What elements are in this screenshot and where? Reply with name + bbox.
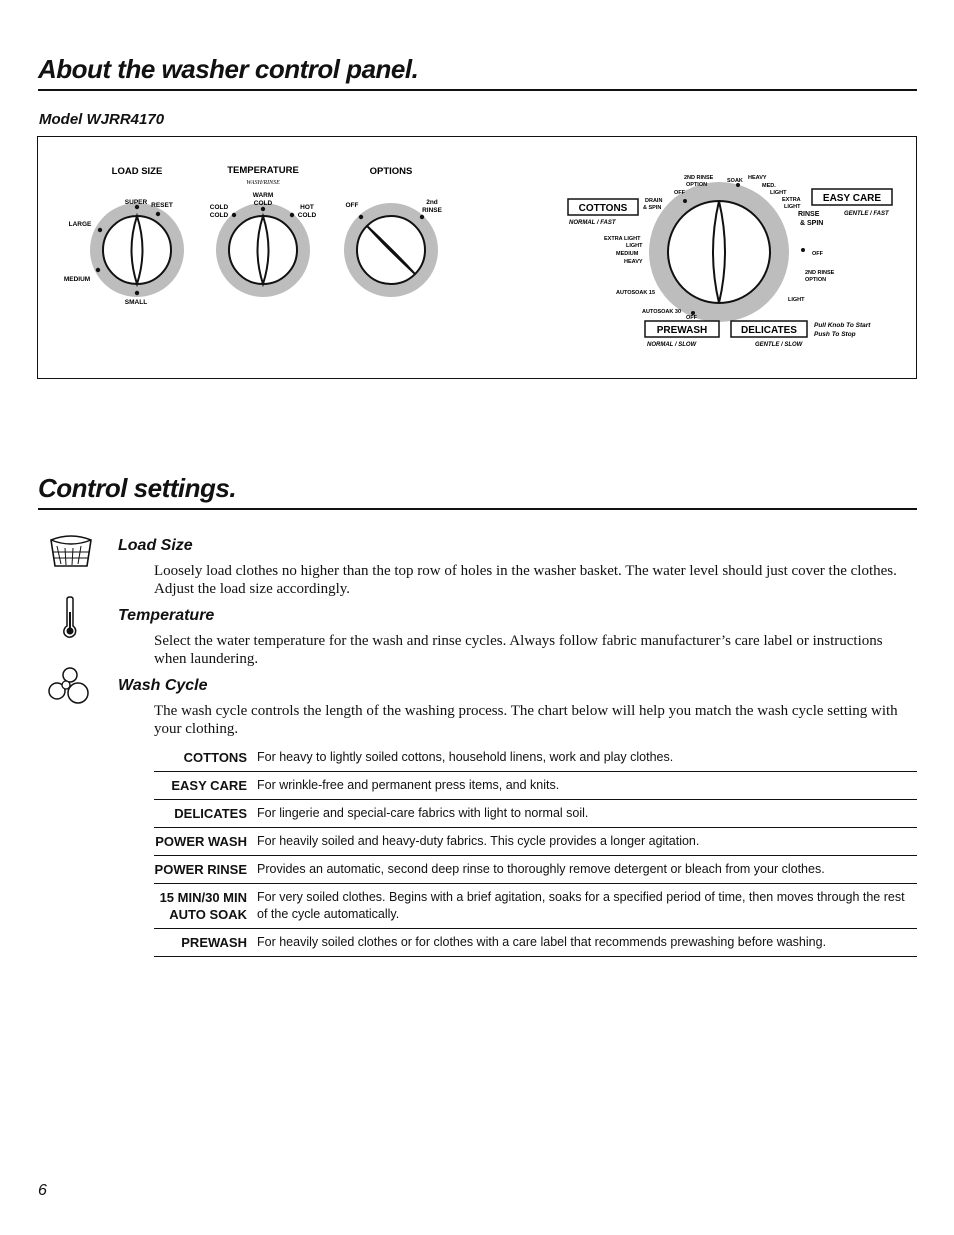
temperature-subtitle: WASH/RINSE [246,180,280,186]
cycle-knob [649,182,805,322]
load-size-heading: Load Size [118,537,193,554]
med-label: MED. [762,183,776,189]
table-row [154,744,917,772]
options-2nd: 2nd [426,199,438,206]
temp-hot-cold: COLD [297,212,317,219]
temp-cold-cold: COLD [209,212,229,219]
control-panel-svg [38,137,916,378]
cycle-easy-care: EASY CARE [822,193,882,204]
options-title: OPTIONS [369,166,413,177]
cycle-cottons: COTTONS [578,203,628,214]
rinse-option-label-2: OPTION [686,182,708,188]
cycle-name: POWER RINSE [154,856,257,884]
cycle-prewash: PREWASH [656,325,708,336]
page-number: 6 [38,1182,47,1199]
load-size-title: LOAD SIZE [111,166,163,177]
temperature-text: Select the water temperature for the wash and rinse cycles. Always follow fabric manufacturer’s care label or instructions when laundering. [154,633,883,667]
cycle-description: For lingerie and special-care fabrics with light to normal soil. [257,800,917,828]
temp-hot: HOT [300,204,314,211]
cycle-description: For heavily soiled and heavy-duty fabrics. This cycle provides a longer agitation. [257,828,917,856]
load-size-small: SMALL [124,299,148,306]
cycle-description: For wrinkle-free and permanent press items, and knits. [257,772,917,800]
autosoak15-label: AUTOSOAK 15 [616,290,656,296]
extra-light-top-label: LIGHT [784,204,801,210]
cycle-cottons-sub: NORMAL / FAST [569,220,616,226]
cycle-name: DELICATES [154,800,257,828]
drain-label: DRAIN [645,198,663,204]
rinse-spin-label-2: & SPIN [800,220,824,227]
light-top-label: LIGHT [770,190,787,196]
light-left-label: LIGHT [626,243,643,249]
cycle-name: 15 MIN/30 MIN AUTO SOAK [154,884,257,929]
settings-title: Control settings. [38,473,237,503]
off-bottom-label: OFF [686,315,697,321]
cycle-name: COTTONS [154,744,257,772]
wash-cycle-heading: Wash Cycle [118,677,208,694]
table-row [154,828,917,856]
options-rinse: RINSE [422,207,442,214]
temp-warm-cold: COLD [253,200,273,207]
table-row [154,884,917,929]
off-top-label: OFF [674,190,685,196]
load-size-large: LARGE [68,221,92,228]
autosoak30-label: AUTOSOAK 30 [642,309,682,315]
cycle-easy-care-sub: GENTLE / FAST [844,211,889,217]
extra-light-left-label: EXTRA LIGHT [604,236,641,242]
cycle-name: POWER WASH [154,828,257,856]
extra-label: EXTRA [782,197,801,203]
model-label: Model WJRR4170 [39,111,165,128]
title-rule [38,89,917,91]
heavy-top-label: HEAVY [748,175,767,181]
cycle-description: For heavily soiled clothes or for clothes with a care label that recommends prewashing before washing. [257,929,917,957]
medium-left-label: MEDIUM [616,251,639,257]
rinse-option-label: 2ND RINSE [684,175,714,181]
table-row [154,772,917,800]
temperature-heading: Temperature [118,607,215,624]
wash-cycle-text: The wash cycle controls the length of the washing process. The chart below will help you match the wash cycle setting with your clothing. [154,703,898,737]
cycle-description: For very soiled clothes. Begins with a brief agitation, soaks for a specified period of time, then moves through the rest of the cycle automatically. [257,884,917,929]
rinse2-label-2: OPTION [805,277,827,283]
settings-rule [38,508,917,510]
table-row [154,800,917,828]
rinse2-label: 2ND RINSE [805,270,835,276]
load-size-super: SUPER [124,199,148,206]
load-size-medium: MEDIUM [63,276,91,283]
cycle-delicates-sub: GENTLE / SLOW [755,342,803,348]
page-title: About the washer control panel. [38,54,419,84]
pull-knob-note: Pull Knob To Start [814,322,871,329]
cycle-name: EASY CARE [154,772,257,800]
bubbles-icon [46,666,92,706]
off-right-label: OFF [812,251,823,257]
rinse-spin-label: RINSE [798,211,820,218]
cycle-delicates: DELICATES [741,325,797,336]
temp-warm: WARM [252,192,274,199]
heavy-left-label: HEAVY [624,259,643,265]
cycle-name: PREWASH [154,929,257,957]
temperature-title: TEMPERATURE [227,165,299,176]
light-right-label: LIGHT [788,297,805,303]
push-stop-note: Push To Stop [814,331,856,338]
cycle-description: For heavy to lightly soiled cottons, household linens, work and play clothes. [257,744,917,772]
options-off: OFF [345,202,359,209]
table-row [154,856,917,884]
options-knob [344,203,438,297]
temp-cold: COLD [209,204,229,211]
wash-cycle-table [154,744,917,957]
load-size-reset: RESET [151,202,173,209]
temperature-knob [216,203,310,297]
load-size-text: Loosely load clothes no higher than the top row of holes in the washer basket. The water level should just cover the clothes. Adjust the load size accordingly. [154,563,897,597]
drain-spin-label: & SPIN [643,205,662,211]
thermometer-icon [60,596,80,638]
load-size-knob [90,203,184,297]
soak-label: SOAK [727,178,743,184]
table-row [154,929,917,957]
laundry-basket-icon [47,530,95,570]
control-panel-illustration [37,136,917,379]
cycle-prewash-sub: NORMAL / SLOW [647,342,697,348]
cycle-description: Provides an automatic, second deep rinse to thoroughly remove detergent or bleach from your clothes. [257,856,917,884]
